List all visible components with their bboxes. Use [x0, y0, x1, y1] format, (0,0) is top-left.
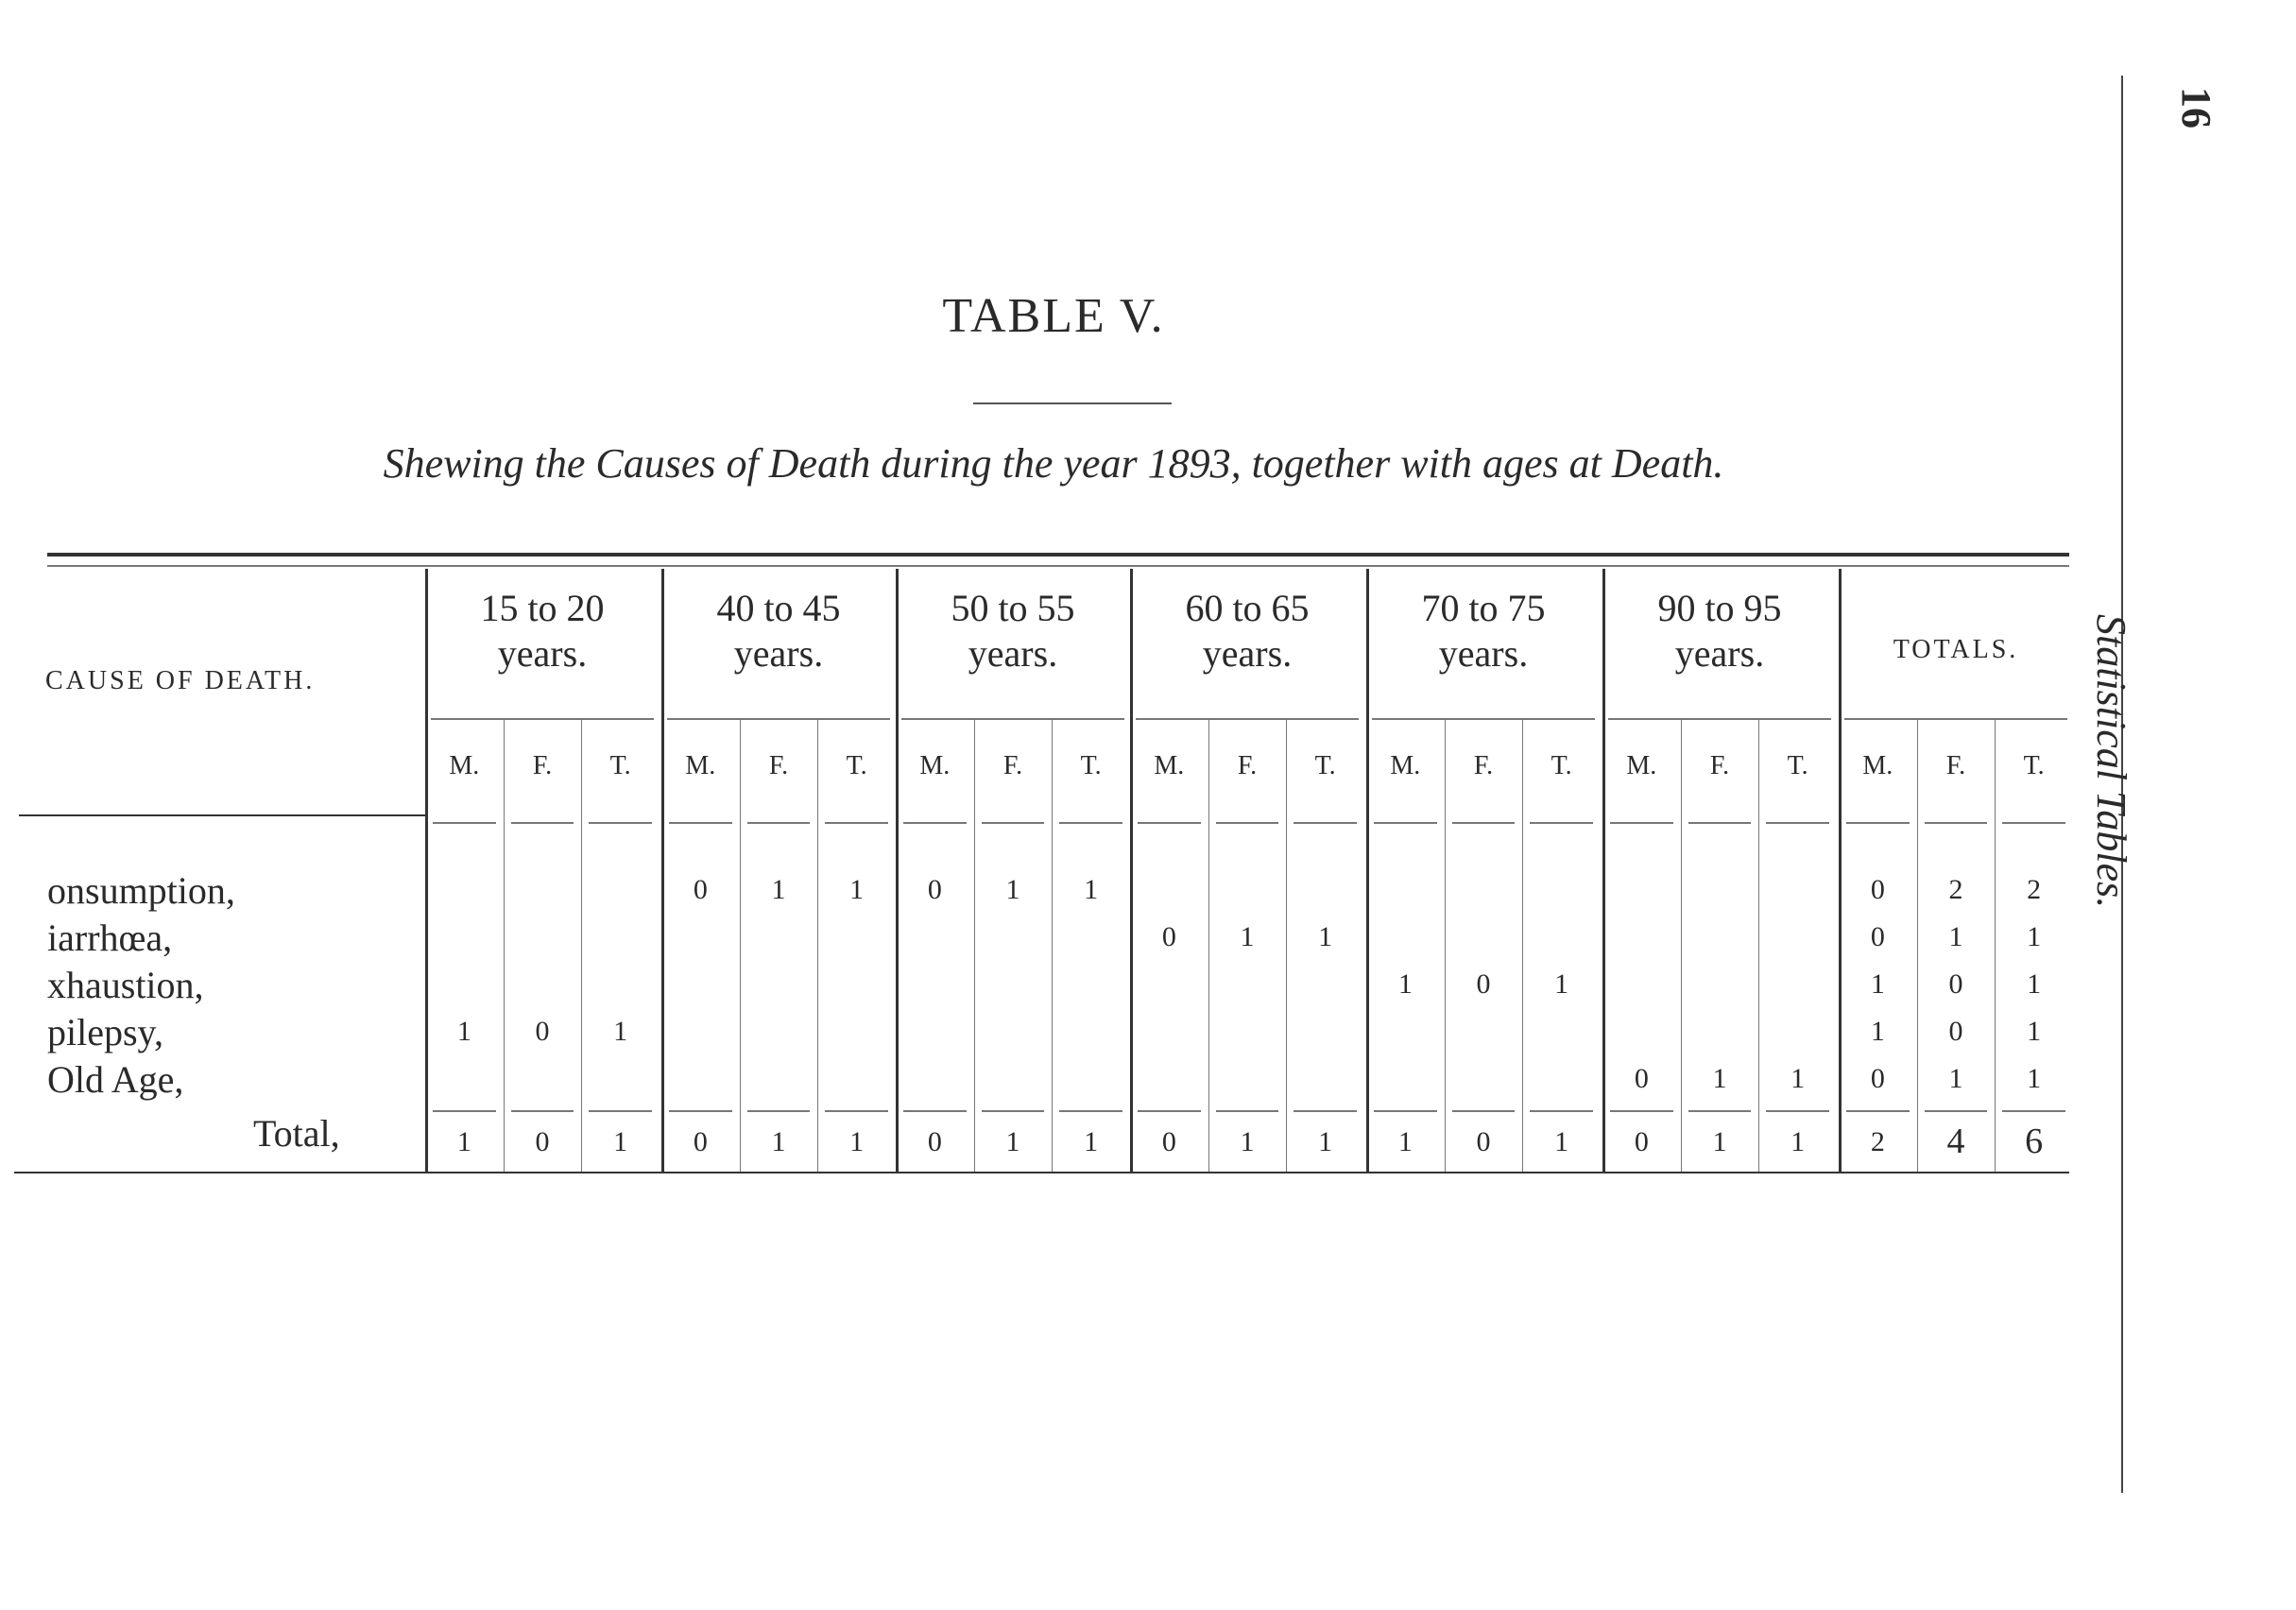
total-row-cell: 2: [1870, 1126, 1885, 1157]
group-label-rule: [901, 718, 1124, 720]
total-rule-segment: [1610, 1110, 1673, 1112]
total-row-cell: 1: [1318, 1126, 1333, 1157]
body-rule-segment: [1138, 822, 1201, 824]
table-cell: 1: [1318, 921, 1333, 952]
table-cell: 1: [1712, 1063, 1727, 1094]
sub-column-header: M.: [1862, 751, 1893, 780]
table-top-rule: [47, 553, 2069, 557]
age-group-years: years.: [497, 632, 588, 675]
sub-column-header: M.: [919, 751, 951, 780]
sub-column-header: M.: [1390, 751, 1421, 780]
table-top-rule-thin: [47, 565, 2069, 567]
total-row-cell: 1: [1084, 1126, 1099, 1157]
sub-column-header: F.: [1237, 751, 1258, 780]
total-rule-segment: [1925, 1110, 1988, 1112]
total-row-cell: 6: [2025, 1122, 2044, 1161]
body-rule-segment: [1766, 822, 1829, 824]
total-rule-segment: [1766, 1110, 1829, 1112]
table-cell: 0: [927, 874, 942, 905]
cause-label: pilepsy,: [47, 1011, 163, 1053]
age-group-years: years.: [1202, 632, 1293, 675]
sub-column-header: M.: [1626, 751, 1657, 780]
table-cell: 0: [1161, 921, 1176, 952]
cause-header-rule: [19, 814, 425, 816]
age-group-label: 15 to 20: [480, 587, 605, 629]
sub-column-divider: [740, 718, 741, 1172]
table-subtitle: Shewing the Causes of Death during the year 1893, together with ages at Death.: [383, 440, 1724, 487]
cause-label: iarrhœa,: [47, 916, 173, 959]
group-label-rule: [1372, 718, 1595, 720]
total-rule-segment: [825, 1110, 888, 1112]
totals-cell: 0: [1948, 1016, 1963, 1047]
sub-column-divider: [1681, 718, 1682, 1172]
totals-cell: 1: [1870, 1016, 1885, 1047]
totals-cell: 2: [1948, 874, 1963, 905]
total-rule-segment: [2002, 1110, 2065, 1112]
age-group-years: years.: [1674, 632, 1765, 675]
table-cell: 0: [535, 1016, 550, 1047]
sub-column-header: T.: [1314, 751, 1336, 780]
totals-cell: 1: [2027, 968, 2042, 1000]
total-row-cell: 1: [1005, 1126, 1020, 1157]
body-rule-segment: [1374, 822, 1437, 824]
sub-column-header: F.: [1709, 751, 1730, 780]
body-rule-segment: [825, 822, 888, 824]
total-row-cell: 0: [1476, 1126, 1491, 1157]
total-rule-segment: [589, 1110, 652, 1112]
sub-column-header: F.: [1945, 751, 1966, 780]
page-number: 16: [2173, 87, 2219, 128]
sub-column-divider: [504, 718, 505, 1172]
body-rule-segment: [589, 822, 652, 824]
total-rule-segment: [982, 1110, 1045, 1112]
body-rule-segment: [669, 822, 732, 824]
sub-column-header: F.: [768, 751, 789, 780]
total-row-cell: 0: [693, 1126, 708, 1157]
age-group-years: years.: [733, 632, 824, 675]
sub-column-header: M.: [1154, 751, 1185, 780]
table-cell: 1: [849, 874, 865, 905]
total-row-cell: 1: [1712, 1126, 1727, 1157]
sub-column-header: F.: [1473, 751, 1494, 780]
sub-column-header: T.: [1551, 751, 1572, 780]
body-rule-segment: [1059, 822, 1122, 824]
totals-cell: 2: [2027, 874, 2042, 905]
total-rule-segment: [669, 1110, 732, 1112]
total-row-cell: 1: [771, 1126, 786, 1157]
total-rule-segment: [1530, 1110, 1593, 1112]
sub-column-header: T.: [609, 751, 631, 780]
totals-cell: 0: [1948, 968, 1963, 1000]
total-rule-segment: [1294, 1110, 1357, 1112]
totals-cell: 1: [1948, 1063, 1963, 1094]
total-row-cell: 1: [613, 1126, 628, 1157]
total-rule-segment: [1216, 1110, 1279, 1112]
body-rule-segment: [747, 822, 811, 824]
age-group-label: 90 to 95: [1657, 587, 1782, 629]
totals-cell: 1: [2027, 1063, 2042, 1094]
total-row-cell: 1: [456, 1126, 471, 1157]
body-rule-segment: [511, 822, 574, 824]
sub-column-divider: [974, 718, 975, 1172]
table-cell: 0: [693, 874, 708, 905]
sub-column-header: T.: [1787, 751, 1808, 780]
total-rule-segment: [903, 1110, 967, 1112]
total-row-cell: 1: [849, 1126, 865, 1157]
total-row-cell: 0: [535, 1126, 550, 1157]
total-rule-segment: [433, 1110, 496, 1112]
age-group-label: 70 to 75: [1421, 587, 1546, 629]
body-rule-segment: [433, 822, 496, 824]
group-label-rule: [1136, 718, 1359, 720]
age-group-years: years.: [1438, 632, 1529, 675]
cause-label: onsumption,: [47, 869, 235, 912]
group-label-rule: [667, 718, 890, 720]
table-title: TABLE V.: [942, 289, 1165, 343]
total-row-cell: 0: [1634, 1126, 1649, 1157]
total-rule-segment: [747, 1110, 811, 1112]
totals-cell: 0: [1870, 921, 1885, 952]
total-row-cell: 1: [1397, 1126, 1413, 1157]
total-row-cell: 4: [1946, 1122, 1965, 1161]
sub-column-divider: [1052, 718, 1053, 1172]
sub-column-header: F.: [1002, 751, 1023, 780]
group-label-rule: [431, 718, 654, 720]
sub-column-header: T.: [1080, 751, 1102, 780]
sub-column-header: T.: [2023, 751, 2045, 780]
total-rule-segment: [511, 1110, 574, 1112]
body-rule-segment: [2002, 822, 2065, 824]
table-cell: 1: [613, 1016, 628, 1047]
group-label-rule: [1844, 718, 2067, 720]
age-group-label: 50 to 55: [951, 587, 1075, 629]
totals-cell: 0: [1870, 1063, 1885, 1094]
table-cell: 0: [1634, 1063, 1649, 1094]
sub-column-header: M.: [685, 751, 716, 780]
running-head-text: Statistical Tables.: [2088, 614, 2134, 909]
table-cell: 1: [1240, 921, 1255, 952]
total-rule-segment: [1688, 1110, 1752, 1112]
totals-cell: 1: [1948, 921, 1963, 952]
body-rule-segment: [1688, 822, 1752, 824]
sub-column-divider: [1445, 718, 1446, 1172]
cause-label: xhaustion,: [47, 964, 204, 1006]
sub-column-header: F.: [532, 751, 553, 780]
age-group-label: 40 to 45: [716, 587, 841, 629]
table-cell: 1: [1005, 874, 1020, 905]
totals-cell: 0: [1870, 874, 1885, 905]
body-rule-segment: [1846, 822, 1910, 824]
table-cell: 1: [1554, 968, 1569, 1000]
totals-cell: 1: [2027, 921, 2042, 952]
sub-column-header: M.: [449, 751, 480, 780]
table-cell: 1: [1084, 874, 1099, 905]
table-bottom-rule: [14, 1172, 2069, 1173]
sub-column-divider: [1522, 718, 1523, 1172]
total-rule-segment: [1138, 1110, 1201, 1112]
table-cell: 1: [771, 874, 786, 905]
total-label: Total,: [253, 1112, 340, 1155]
total-rule-segment: [1059, 1110, 1122, 1112]
sub-column-divider: [817, 718, 818, 1172]
body-rule-segment: [1294, 822, 1357, 824]
body-rule-segment: [1216, 822, 1279, 824]
total-rule-segment: [1374, 1110, 1437, 1112]
total-row-cell: 1: [1240, 1126, 1255, 1157]
total-row-cell: 1: [1791, 1126, 1806, 1157]
sub-column-divider: [581, 718, 582, 1172]
body-rule-segment: [1925, 822, 1988, 824]
sub-column-header: T.: [846, 751, 867, 780]
total-rule-segment: [1452, 1110, 1516, 1112]
table-cell: 1: [456, 1016, 471, 1047]
sub-column-divider: [1758, 718, 1759, 1172]
total-row-cell: 0: [927, 1126, 942, 1157]
totals-label: TOTALS.: [1893, 635, 2019, 664]
total-row-cell: 1: [1554, 1126, 1569, 1157]
totals-cell: 1: [1870, 968, 1885, 1000]
body-rule-segment: [1610, 822, 1673, 824]
group-label-rule: [1608, 718, 1831, 720]
total-row-cell: 0: [1161, 1126, 1176, 1157]
table-cell: 0: [1476, 968, 1491, 1000]
totals-cell: 1: [2027, 1016, 2042, 1047]
body-rule-segment: [982, 822, 1045, 824]
cause-label: Old Age,: [47, 1058, 184, 1101]
age-group-label: 60 to 65: [1185, 587, 1310, 629]
total-rule-segment: [1846, 1110, 1910, 1112]
body-rule-segment: [1530, 822, 1593, 824]
cause-of-death-header: CAUSE OF DEATH.: [45, 666, 316, 695]
table-cell: 1: [1397, 968, 1413, 1000]
table-cell: 1: [1791, 1063, 1806, 1094]
age-group-years: years.: [968, 632, 1058, 675]
body-rule-segment: [1452, 822, 1516, 824]
body-rule-segment: [903, 822, 967, 824]
